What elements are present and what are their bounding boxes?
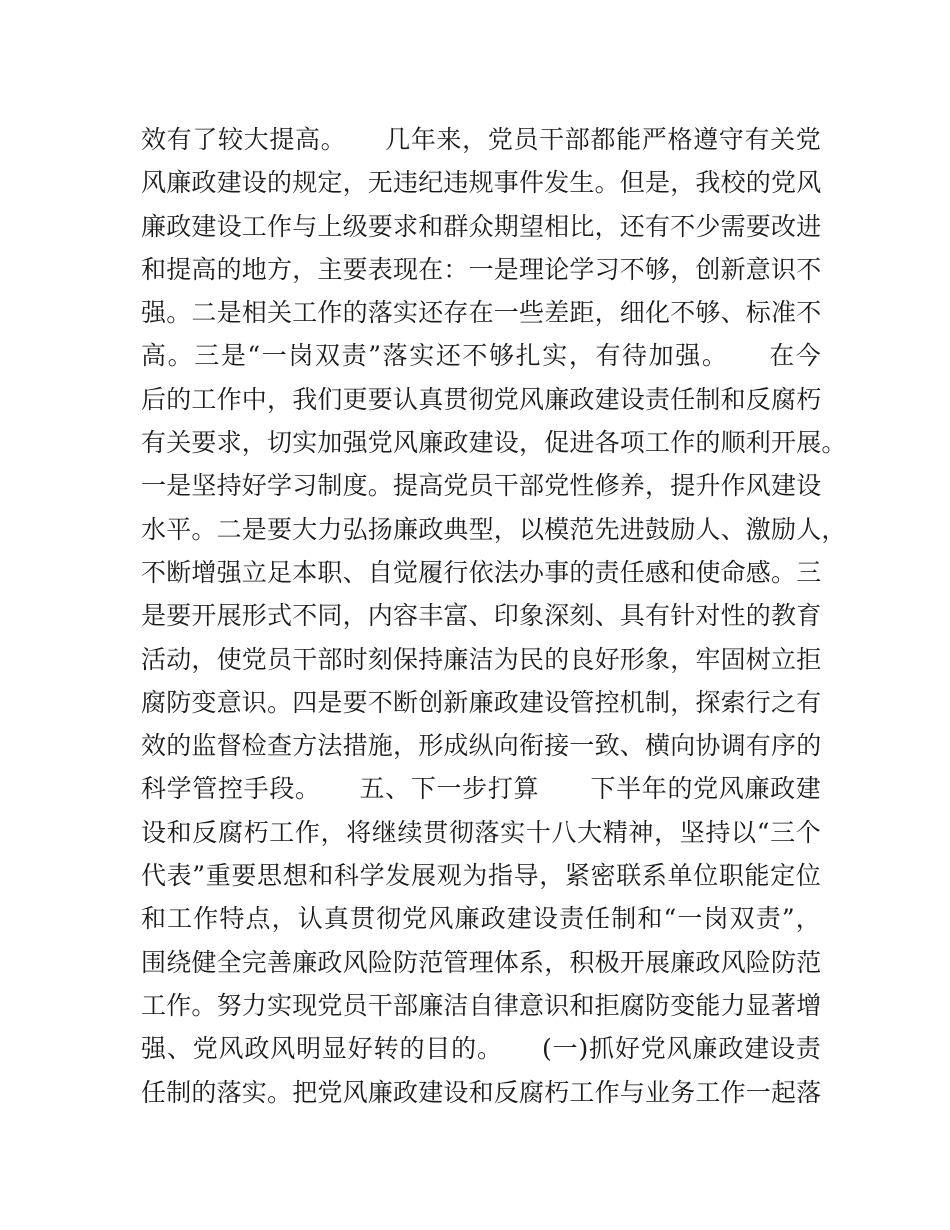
text-line: 一是坚持好学习制度。提高党员干部党性修养，提升作风建设 [141, 471, 822, 501]
text-line: 腐防变意识。四是要不断创新廉政建设管控机制，探索行之有 [141, 687, 822, 717]
text-line: 后的工作中，我们更要认真贯彻党风廉政建设责任制和反腐朽 [141, 384, 822, 414]
text-line: 强。二是相关工作的落实还存在一些差距，细化不够、标准不 [141, 298, 822, 328]
text-line: 风廉政建设的规定，无违纪违规事件发生。但是，我校的党风 [141, 168, 822, 198]
text-line: 强、党风政风明显好转的目的。 (一)抓好党风廉政建设责 [141, 1034, 821, 1064]
text-line: 任制的落实。把党风廉政建设和反腐朽工作与业务工作一起落 [141, 1077, 822, 1107]
text-line: 围绕健全完善廉政风险防范管理体系，积极开展廉政风险防范 [141, 947, 822, 977]
text-line: 是要开展形式不同，内容丰富、印象深刻、具有针对性的教育 [141, 601, 822, 631]
text-line: 水平。二是要大力弘扬廉政典型，以模范先进鼓励人、激励人， [141, 514, 847, 544]
text-line: 设和反腐朽工作，将继续贯彻落实十八大精神，坚持以“三个 [141, 817, 821, 847]
text-line: 不断增强立足本职、自觉履行依法办事的责任感和使命感。三 [141, 557, 822, 587]
text-line: 廉政建设工作与上级要求和群众期望相比，还有不少需要改进 [141, 211, 822, 241]
text-line: 效的监督检查方法措施，形成纵向衔接一致、横向协调有序的 [141, 731, 822, 761]
text-line: 工作。努力实现党员干部廉洁自律意识和拒腐防变能力显著增 [141, 990, 822, 1020]
text-line: 效有了较大提高。 几年来，党员干部都能严格遵守有关党 [141, 125, 821, 154]
text-line: 和提高的地方，主要表现在：一是理论学习不够，创新意识不 [141, 254, 822, 284]
text-line: 活动，使党员干部时刻保持廉洁为民的良好形象，牢固树立拒 [141, 644, 822, 674]
text-line: 有关要求，切实加强党风廉政建设，促进各项工作的顺利开展。 [141, 428, 847, 458]
text-line: 科学管控手段。 五、下一步打算 下半年的党风廉政建 [141, 774, 821, 804]
text-line: 代表”重要思想和科学发展观为指导，紧密联系单位职能定位 [141, 861, 821, 891]
text-line: 高。三是“一岗双责”落实还不够扎实，有待加强。 在今 [141, 341, 821, 371]
text-line: 和工作特点，认真贯彻党风廉政建设责任制和“一岗双责”， [141, 904, 821, 934]
body-text [141, 118, 847, 1114]
